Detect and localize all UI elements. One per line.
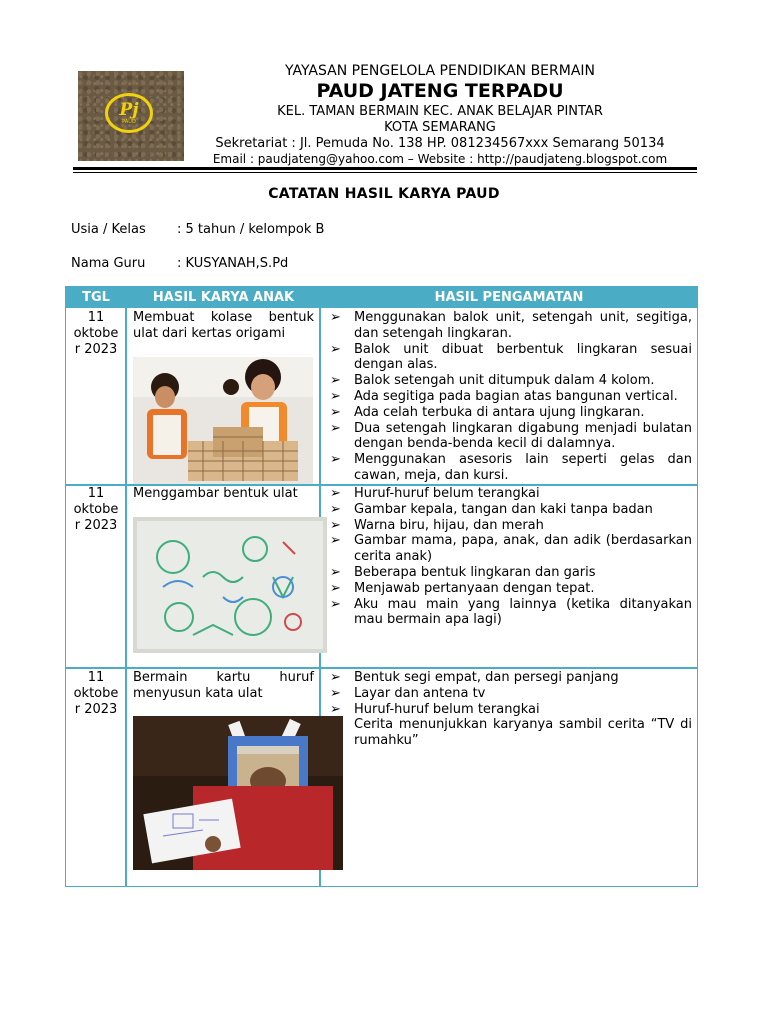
date-month: oktobe <box>73 326 119 341</box>
date-year: r 2023 <box>74 518 118 533</box>
header-divider-thick <box>73 167 697 170</box>
list-item <box>330 702 692 718</box>
date-day: 11 <box>87 670 105 685</box>
arrow-bullet-icon: ➢ <box>330 517 341 533</box>
org-line1: YAYASAN PENGELOLA PENDIDIKAN BERMAIN <box>284 63 596 79</box>
list-item-text: Menjawab pertanyaan dengan tepat. <box>354 580 595 596</box>
arrow-bullet-icon: ➢ <box>330 341 341 357</box>
list-item <box>330 717 692 749</box>
arrow-bullet-icon: ➢ <box>330 701 341 717</box>
date-day: 11 <box>87 310 105 325</box>
photo-child-tv-box <box>133 716 343 870</box>
table-row-date <box>68 486 124 534</box>
list-item <box>330 342 692 374</box>
arrow-bullet-icon: ➢ <box>330 596 341 612</box>
page-title: CATATAN HASIL KARYA PAUD <box>268 186 500 202</box>
list-item-text: Menggunakan asesoris lain seperti gelas dan cawan, meja, dan kursi. <box>354 452 692 483</box>
guru-value: : KUSYANAH,S.Pd <box>177 256 289 271</box>
table-row-date <box>68 310 124 358</box>
guru-field <box>71 256 288 271</box>
list-item-text: Ada celah terbuka di antara ujung lingkaran. <box>354 404 645 420</box>
arrow-bullet-icon: ➢ <box>330 501 341 517</box>
usia-value: : 5 tahun / kelompok B <box>177 222 325 237</box>
org-line3: KEL. TAMAN BERMAIN KEC. ANAK BELAJAR PINTAR <box>277 104 603 119</box>
arrow-bullet-icon: ➢ <box>330 564 341 580</box>
list-item <box>330 373 692 389</box>
header-tgl: TGL <box>82 290 110 305</box>
logo-mark <box>105 93 153 133</box>
header-pengamatan: HASIL PENGAMATAN <box>434 290 584 305</box>
list-item-text: Gambar kepala, tangan dan kaki tanpa badan <box>354 501 653 517</box>
date-month: oktobe <box>73 502 119 517</box>
arrow-bullet-icon: ➢ <box>330 533 341 549</box>
list-item <box>330 421 692 453</box>
list-item <box>330 686 692 702</box>
list-item-text: Cerita menunjukkan karyanya sambil cerita “TV di rumahku” <box>354 717 692 749</box>
list-item-text: Huruf-huruf belum terangkai <box>354 486 540 501</box>
logo-sub: PAUD <box>122 118 136 125</box>
list-item-text: Balok unit dibuat berbentuk lingkaran sesuai dengan alas. <box>354 341 692 373</box>
arrow-bullet-icon: ➢ <box>330 420 341 436</box>
header-karya: HASIL KARYA ANAK <box>152 290 295 305</box>
list-item-text: Beberapa bentuk lingkaran dan garis <box>354 564 596 580</box>
org-address: Sekretariat : Jl. Pemuda No. 138 HP. 081234567xxx Semarang 50134 <box>215 136 665 151</box>
arrow-bullet-icon: ➢ <box>330 486 341 501</box>
list-item <box>330 389 692 405</box>
karya-text: Menggambar bentuk ulat <box>133 486 298 501</box>
col-divider <box>125 286 127 887</box>
list-item-text: Ada segitiga pada bagian atas bangunan vertical. <box>354 388 678 404</box>
date-year: r 2023 <box>74 342 118 357</box>
list-item-text: Dua setengah lingkaran digabung menjadi bulatan dengan benda-benda kecil di dalamnya. <box>354 420 692 452</box>
list-item-text: Aku mau main yang lainnya (ketika ditanyakan mau bermain apa lagi) <box>354 596 692 628</box>
arrow-bullet-icon: ➢ <box>330 670 341 685</box>
list-item-text: Bentuk segi empat, dan persegi panjang <box>354 670 619 685</box>
list-item-text: Huruf-huruf belum terangkai <box>354 701 540 717</box>
org-line4: KOTA SEMARANG <box>384 120 496 135</box>
list-item-text: Layar dan antena tv <box>354 685 486 701</box>
arrow-bullet-icon: ➢ <box>330 452 341 468</box>
date-year: r 2023 <box>74 702 118 717</box>
list-item <box>330 452 692 484</box>
arrow-bullet-icon: ➢ <box>330 388 341 404</box>
list-item <box>330 670 692 686</box>
table-row-date <box>68 670 124 718</box>
arrow-bullet-icon: ➢ <box>330 404 341 420</box>
list-item-text: Balok setengah unit ditumpuk dalam 4 kolom. <box>354 373 655 389</box>
karya-text: Bermain kartu huruf menyusun kata ulat <box>133 670 314 701</box>
org-name: PAUD JATENG TERPADU <box>316 80 564 102</box>
list-item <box>330 597 692 629</box>
header-divider-thin <box>73 172 697 173</box>
observation-list <box>330 310 692 484</box>
org-logo <box>78 71 184 161</box>
karya-text: Membuat kolase bentuk ulat dari kertas origami <box>133 310 314 341</box>
photo-children-blocks <box>133 357 313 484</box>
row-divider <box>65 667 698 669</box>
arrow-bullet-icon: ➢ <box>330 310 341 325</box>
list-item <box>330 486 692 502</box>
list-item <box>330 518 692 534</box>
arrow-bullet-icon: ➢ <box>330 685 341 701</box>
list-item <box>330 405 692 421</box>
list-item <box>330 533 692 565</box>
usia-label: Usia / Kelas <box>71 222 146 237</box>
list-item <box>330 581 692 597</box>
list-item <box>330 565 692 581</box>
list-item-text: Menggunakan balok unit, setengah unit, segitiga, dan setengah lingkaran. <box>354 310 692 341</box>
date-month: oktobe <box>73 686 119 701</box>
arrow-bullet-icon: ➢ <box>330 373 341 389</box>
observation-list <box>330 670 692 749</box>
logo-text: Pj <box>119 99 139 120</box>
photo-child-drawing <box>133 517 327 653</box>
date-day: 11 <box>87 486 105 501</box>
list-item-text: Gambar mama, papa, anak, dan adik (berdasarkan cerita anak) <box>354 533 692 565</box>
list-item <box>330 310 692 342</box>
list-item-text: Warna biru, hijau, dan merah <box>354 517 544 533</box>
usia-field <box>71 222 324 237</box>
observation-list <box>330 486 692 628</box>
guru-label: Nama Guru <box>71 256 146 271</box>
list-item <box>330 502 692 518</box>
arrow-bullet-icon: ➢ <box>330 580 341 596</box>
org-contact: Email : paudjateng@yahoo.com – Website : http://paudjateng.blogspot.com <box>212 152 668 166</box>
